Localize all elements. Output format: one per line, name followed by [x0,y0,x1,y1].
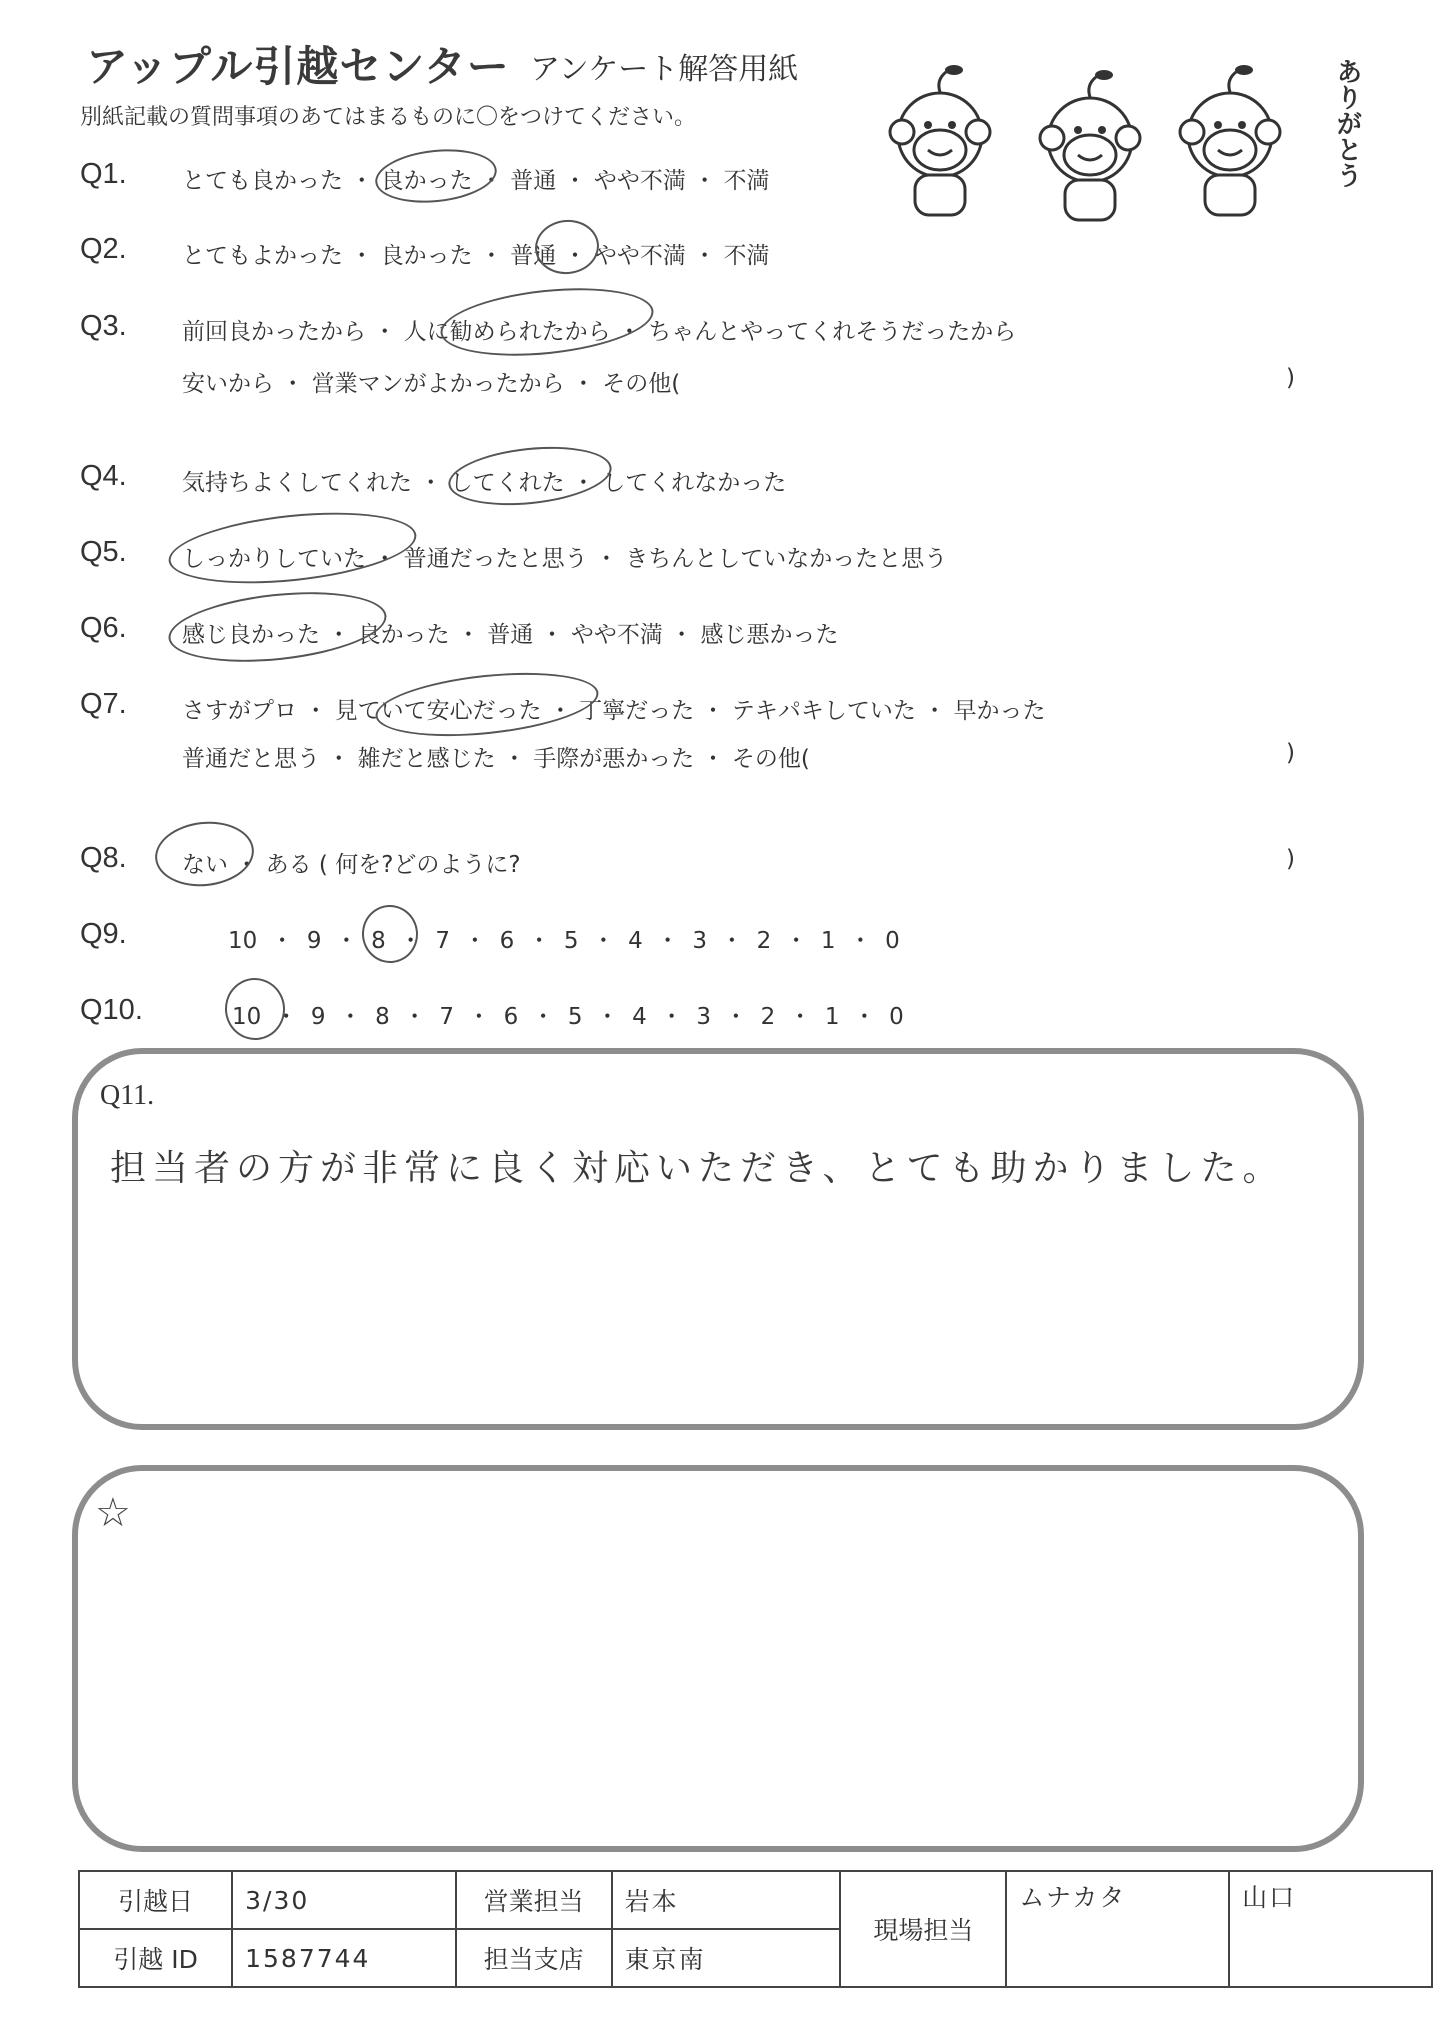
instruction-text: 別紙記載の質問事項のあてはまるものに〇をつけてください。 [80,105,697,130]
move-info-table [78,1870,1433,1988]
q3-close-paren: ) [1286,365,1295,391]
q8-close-paren: ) [1286,846,1295,872]
q2-label: Q2. [80,233,127,265]
star-comment-box [72,1465,1364,1852]
move-id-label: 引越 ID [79,1929,232,1987]
form-title: アップル引越センター [86,42,510,91]
q8-label: Q8. [80,842,127,874]
q8-options: ない ・ ある ( 何を?どのように? [182,852,521,878]
q6-selection-circle [165,583,390,672]
q7-selection-circle [373,663,602,745]
q10-label: Q10. [80,994,143,1026]
branch-value: 東京南 [612,1929,841,1987]
q1-options: とても良かった ・ 良かった ・ 普通 ・ やや不満 ・ 不満 [182,168,770,194]
q2-options: とてもよかった ・ 良かった ・ 普通 ・ やや不満 ・ 不満 [182,243,770,269]
q11-comment-box [72,1048,1364,1430]
q7-label: Q7. [80,688,127,720]
q3-label: Q3. [80,310,127,342]
q7-options-line1: さすがプロ ・ 見ていて安心だった ・ 丁寧だった ・ テキパキしていた ・ 早かった [182,698,1046,724]
q11-handwritten-comment: 担当者の方が非常に良く対応いただき、とても助かりました。 [110,1148,1285,1189]
move-id-value: 1587744 [232,1929,455,1987]
branch-label: 担当支店 [456,1929,612,1987]
q1-selection-circle [373,144,500,208]
sales-value: 岩本 [612,1871,841,1929]
site-value-1: ムナカタ [1006,1871,1229,1987]
q7-close-paren: ) [1286,740,1295,766]
q1-label: Q1. [80,158,127,190]
q6-options: 感じ良かった ・ 良かった ・ 普通 ・ やや不満 ・ 感じ悪かった [182,622,839,648]
move-date-label: 引越日 [79,1871,232,1929]
q9-label: Q9. [80,918,127,950]
q4-label: Q4. [80,460,127,492]
q5-options: しっかりしていた ・ 普通だったと思う ・ きちんとしていなかったと思う [182,546,948,572]
mascot-thanks-text: ありがとう [1332,58,1362,188]
mascot-illustration [880,40,1350,230]
q3-options-line1: 前回良かったから ・ 人に勧められたから ・ ちゃんとやってくれそうだったから [182,319,1017,345]
q5-selection-circle [165,502,420,594]
move-date-value: 3/30 [232,1871,455,1929]
q9-selection-circle [359,902,421,966]
site-value-2: 山口 [1229,1871,1432,1987]
form-subtitle: アンケート解答用紙 [530,52,799,87]
q7-options-line2: 普通だと思う ・ 雑だと感じた ・ 手際が悪かった ・ その他( [182,746,810,772]
q4-selection-circle [446,440,615,513]
q8-selection-circle [152,817,257,891]
q9-scale: 10 ・ 9 ・ 8 ・ 7 ・ 6 ・ 5 ・ 4 ・ 3 ・ 2 ・ 1 ・ 0 [228,928,900,954]
q4-options: 気持ちよくしてくれた ・ してくれた ・ してくれなかった [182,470,787,496]
q3-selection-circle [437,279,657,365]
q6-label: Q6. [80,612,127,644]
q5-label: Q5. [80,536,127,568]
site-label: 現場担当 [840,1871,1006,1987]
star-icon: ☆ [95,1490,131,1536]
q10-scale: 10 ・ 9 ・ 8 ・ 7 ・ 6 ・ 5 ・ 4 ・ 3 ・ 2 ・ 1 ・ 0 [232,1004,904,1030]
q10-selection-circle [222,975,288,1043]
sales-label: 営業担当 [456,1871,612,1929]
q11-label: Q11. [100,1080,155,1111]
q3-options-line2: 安いから ・ 営業マンがよかったから ・ その他( [182,371,681,397]
